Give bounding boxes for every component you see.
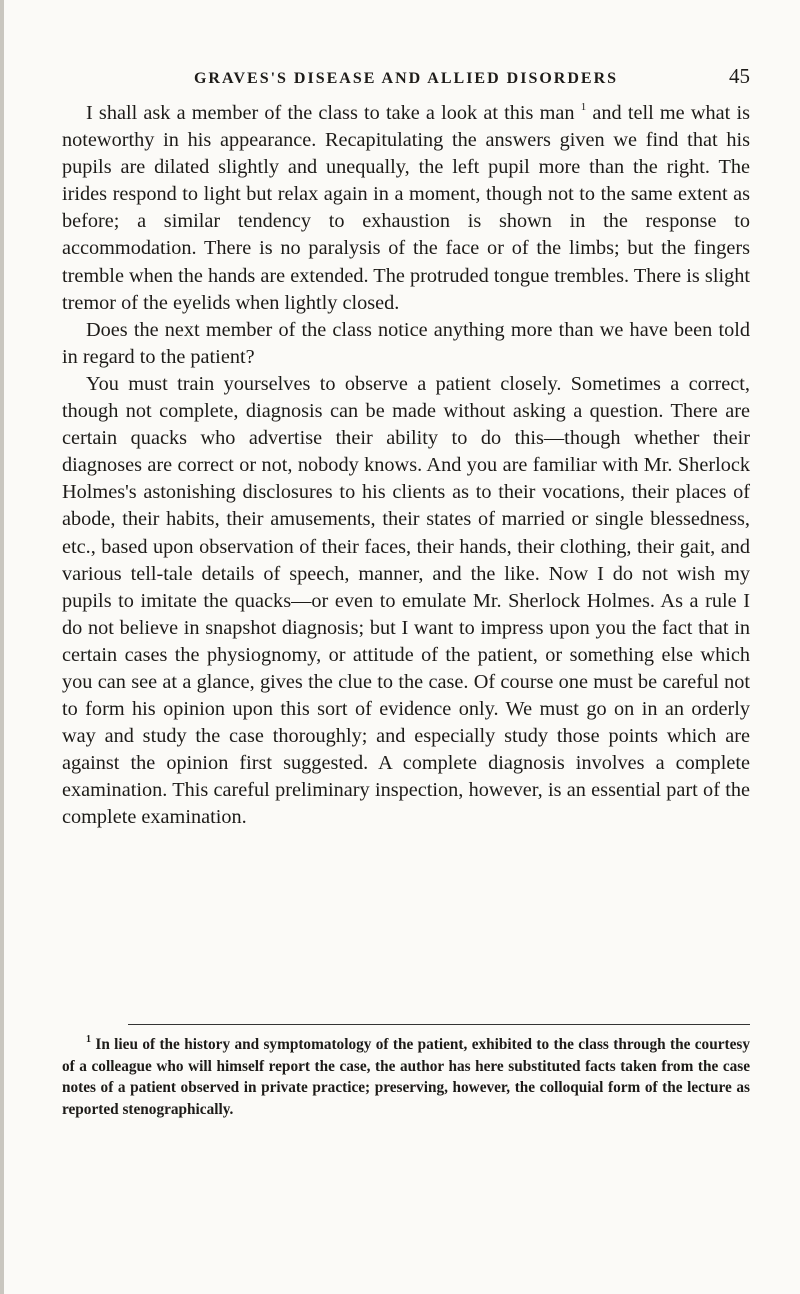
body-text: [62, 100, 750, 832]
footnote-text: In lieu of the history and symptomatology of the patient, exhibited to the class through the courtesy of a colleague who will himself report the case, the author has here substituted facts taken from the case notes of a patient observed in private practice; preserving, however, the colloquial form of the lecture as reported stenographically.: [62, 1036, 750, 1118]
footnote-marker: 1: [86, 1034, 91, 1045]
running-head: GRAVES'S DISEASE AND ALLIED DISORDERS: [193, 70, 619, 87]
paragraph-1-text: I shall ask a member of the class to take a look at this man: [86, 102, 575, 124]
page-header: [62, 64, 750, 94]
paragraph-3: You must train yourselves to observe a patient closely. Sometimes a correct, though not complete, diagnosis can be made without asking a question. There are certain quacks who advertise their ability to do this—though whether their diagnoses are correct or not, nobody knows. And you are familiar with Mr. Sherlock Holmes's astonishing disclosures to his clients as to their vocations, their places of abode, their habits, their amusements, their states of married or single blessedness, etc., based upon observation of their faces, their hands, their clothing, their gait, and various tell-tale details of speech, manner, and the like. Now I do not wish my pupils to imitate the quacks—or even to emulate Mr. Sherlock Holmes. As a rule I do not believe in snapshot diagnosis; but I want to impress upon you the fact that in certain cases the physiognomy, or attitude of the patient, or something else which you can see at a glance, gives the clue to the case. Of course one must be careful not to form his opinion upon this sort of evidence only. We must go on in an orderly way and study the case thoroughly; and especially study those points which are against the opinion first suggested. A complete diagnosis involves a complete examination. This careful preliminary inspection, however, is an essential part of the complete examination.: [62, 372, 750, 829]
page-number: 45: [729, 64, 750, 88]
paragraph-1-rest: and tell me what is noteworthy in his appearance. Recapitulating the answers given we find that his pupils are dilated slightly and unequally, the left pupil more than the right. The irides respond to light but relax again in a moment, though not to the same extent as before; a similar tendency to exhaustion is shown in the response to accommodation. There is no paralysis of the face or of the limbs; but the fingers tremble when the hands are extended. The protruded tongue trembles. There is slight tremor of the eyelids when lightly closed.: [62, 102, 750, 314]
paragraph-2: Does the next member of the class notice anything more than we have been told in regard to the patient?: [62, 318, 750, 368]
footnote-divider: [128, 1024, 750, 1025]
footnote-reference: 1: [580, 101, 587, 113]
page-edge: [0, 0, 4, 1294]
paragraph-1: [62, 100, 750, 317]
footnote: [62, 1034, 750, 1120]
